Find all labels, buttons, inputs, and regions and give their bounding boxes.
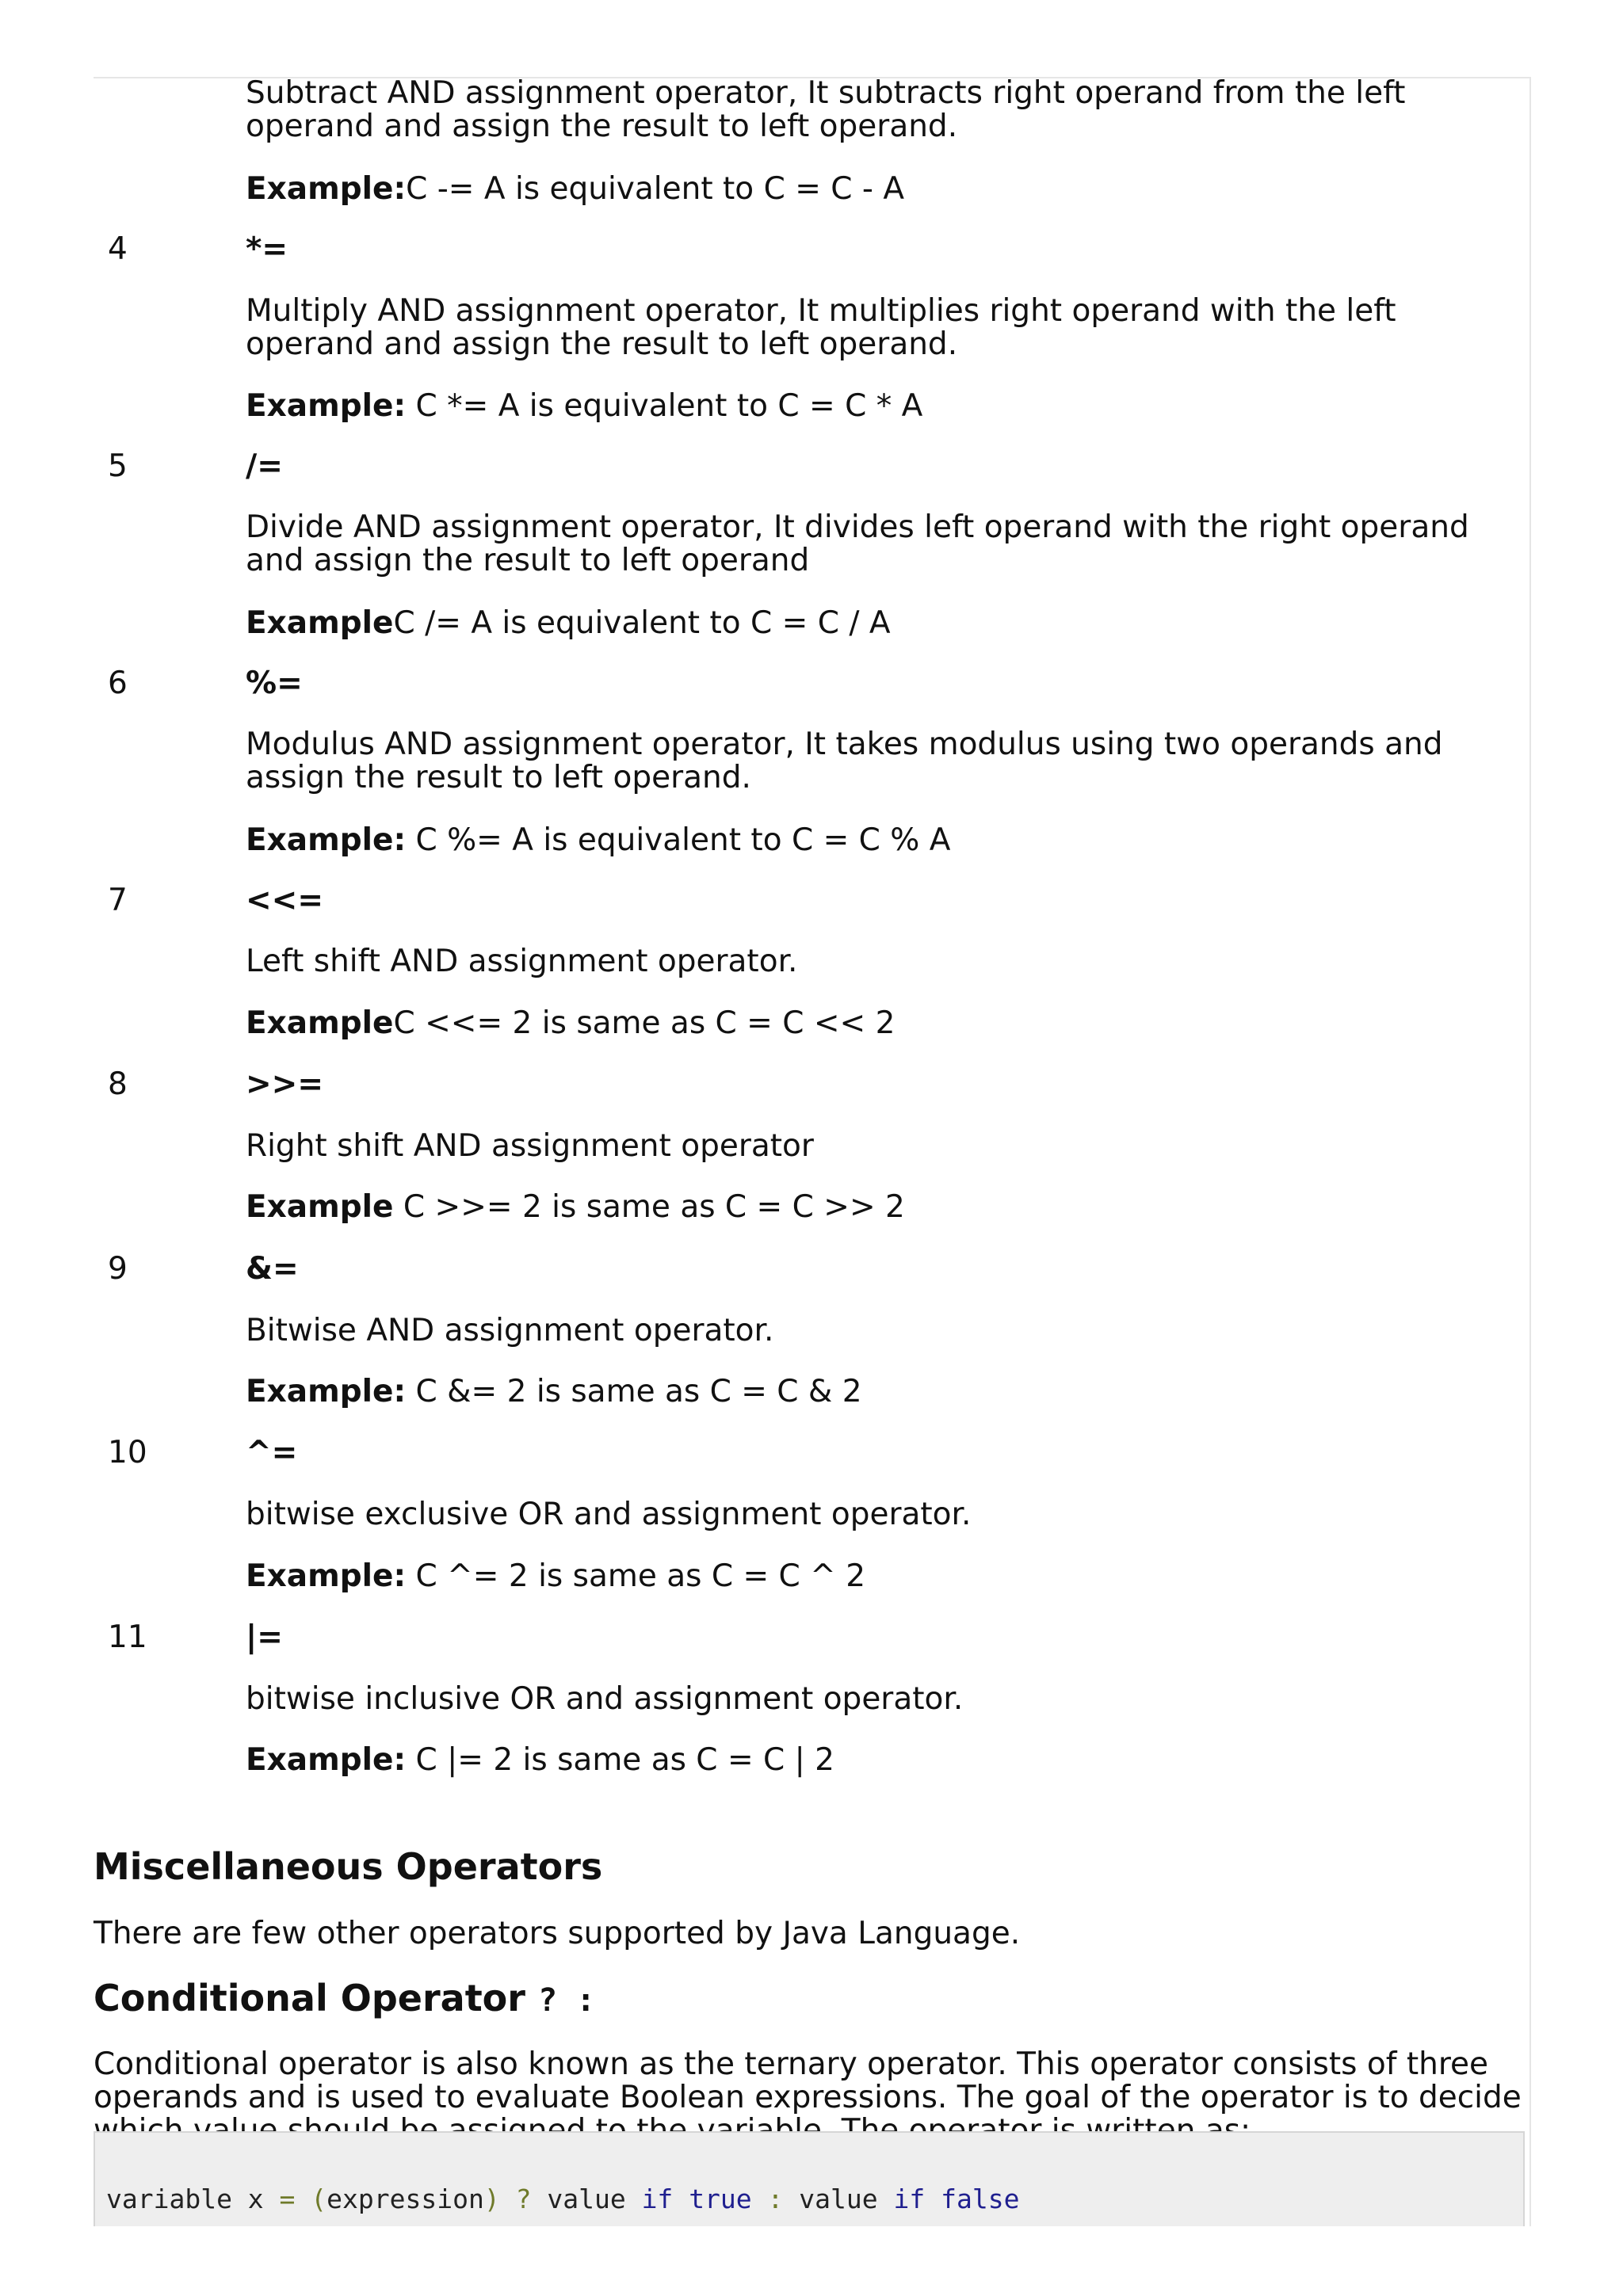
row-number: 9 (108, 1251, 128, 1287)
example-text: C |= 2 is same as C = C | 2 (406, 1742, 834, 1778)
operator-description: Divide AND assignment operator, It divides left operand with the right operand and assign the result to left operand (246, 509, 1469, 578)
example-label: Example: (246, 388, 407, 424)
code-token: if (893, 2183, 926, 2214)
operator-example (246, 1191, 905, 1224)
operator-description: Modulus AND assignment operator, It takes modulus using two operands and assign the result to left operand. (246, 727, 1443, 795)
operator-description: Right shift AND assignment operator (246, 1128, 814, 1164)
example-label: Example (246, 1005, 394, 1041)
operator-example (246, 1560, 865, 1593)
row-number: 7 (108, 883, 128, 918)
operator-symbol: ^= (246, 1435, 298, 1470)
conditional-heading-symbol: ? : (538, 1982, 596, 2019)
operator-symbol: %= (246, 666, 303, 701)
code-token (500, 2183, 516, 2214)
example-label: Example (246, 1189, 394, 1225)
misc-operators-heading: Miscellaneous Operators (94, 1845, 603, 1888)
operator-example (246, 1007, 895, 1040)
example-text: C %= A is equivalent to C = C % A (406, 822, 951, 858)
code-token (295, 2183, 311, 2214)
row-number: 5 (108, 448, 128, 484)
operator-example (246, 824, 950, 857)
row-number: 4 (108, 231, 128, 267)
example-label: Example: (246, 171, 407, 207)
code-token: ( (311, 2183, 327, 2214)
code-token: : (767, 2183, 784, 2214)
row-number: 10 (108, 1435, 147, 1470)
code-token: true (689, 2183, 752, 2214)
page-bottom-margin (0, 2226, 1623, 2296)
code-token (925, 2183, 941, 2214)
code-token: value (783, 2183, 894, 2214)
example-text: C /= A is equivalent to C = C / A (393, 605, 891, 641)
operator-symbol: <<= (246, 883, 324, 918)
code-token: variable x (106, 2183, 280, 2214)
example-text: C &= 2 is same as C = C & 2 (406, 1374, 862, 1409)
code-token: expression (327, 2183, 484, 2214)
example-text: C >>= 2 is same as C = C >> 2 (393, 1189, 905, 1225)
example-text: C -= A is equivalent to C = C - A (406, 171, 905, 207)
conditional-heading-text: Conditional Operator (94, 1977, 525, 2019)
operator-symbol: |= (246, 1619, 283, 1655)
operator-description: Multiply AND assignment operator, It multiplies right operand with the left operand and assign the result to left operand. (246, 293, 1396, 362)
operator-description: Left shift AND assignment operator. (246, 944, 798, 979)
code-token: value (531, 2183, 642, 2214)
example-label: Example: (246, 1374, 407, 1409)
code-token: false (941, 2183, 1020, 2214)
code-token: if (641, 2183, 674, 2214)
row-number: 11 (108, 1619, 147, 1655)
operator-example (246, 173, 904, 206)
conditional-operator-description: Conditional operator is also known as the ternary operator. This operator consists of three operands and is used to evaluate Boolean expressions. The goal of the operator is to decide (94, 2046, 1522, 2115)
row-number: 6 (108, 666, 128, 701)
conditional-operator-heading (94, 1978, 595, 2021)
example-label: Example: (246, 822, 407, 858)
operator-symbol: >>= (246, 1066, 324, 1102)
operator-example (246, 607, 891, 640)
example-label: Example: (246, 1558, 407, 1594)
operator-example (246, 1744, 834, 1777)
code-token (752, 2183, 768, 2214)
code-line (106, 2183, 1019, 2215)
example-label: Example: (246, 1742, 407, 1778)
operator-description: bitwise exclusive OR and assignment operator. (246, 1497, 972, 1532)
example-label: Example (246, 605, 394, 641)
row-number: 8 (108, 1066, 128, 1102)
operator-description: Subtract AND assignment operator, It subtracts right operand from the left operand and assign the result to left operand. (246, 75, 1406, 144)
code-token: ? (515, 2183, 532, 2214)
code-token (673, 2183, 689, 2214)
operator-example (246, 390, 922, 423)
code-token: ) (483, 2183, 500, 2214)
misc-operators-text: There are few other operators supported by Java Language. (94, 1916, 1021, 1951)
operator-description: Bitwise AND assignment operator. (246, 1313, 774, 1348)
operator-example (246, 1375, 862, 1409)
operator-symbol: *= (246, 231, 288, 267)
code-token: = (279, 2183, 296, 2214)
example-text: C ^= 2 is same as C = C ^ 2 (406, 1558, 866, 1594)
example-text: C <<= 2 is same as C = C << 2 (393, 1005, 896, 1041)
table-right-border (1529, 77, 1531, 2232)
operator-symbol: /= (246, 448, 283, 484)
operator-symbol: &= (246, 1251, 299, 1287)
example-text: C *= A is equivalent to C = C * A (406, 388, 923, 424)
operator-description: bitwise inclusive OR and assignment operator. (246, 1681, 964, 1717)
